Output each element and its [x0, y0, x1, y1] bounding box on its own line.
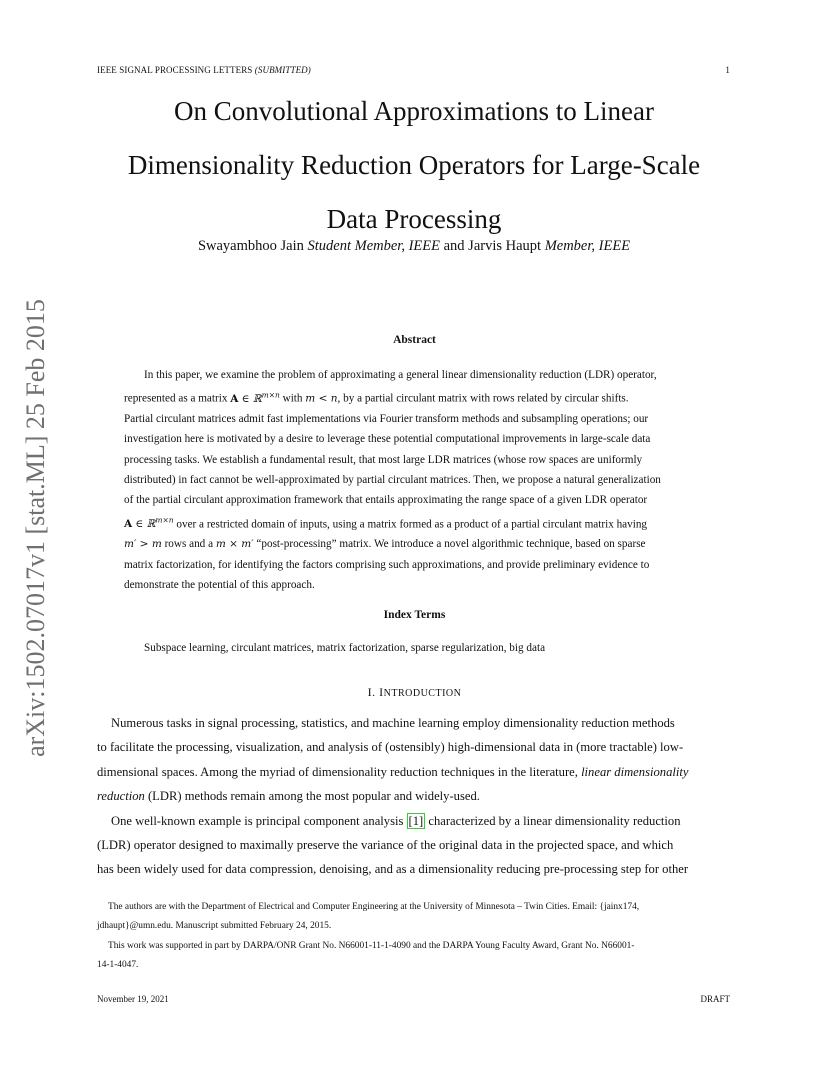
citation-link[interactable]: [1] [408, 813, 424, 828]
body-line: to facilitate the processing, visualization, and analysis of (ostensibly) high-dimensional data in (more tractable) low- [97, 740, 684, 755]
title-line-3: Data Processing [326, 204, 502, 234]
author-2-name: Jarvis Haupt [468, 238, 542, 254]
footnote-line: jdhaupt}@umn.edu. Manuscript submitted February 24, 2015. [97, 921, 332, 932]
submission-status: (SUBMITTED) [254, 65, 311, 75]
body-line: Numerous tasks in signal processing, statistics, and machine learning employ dimensionality reduction methods [111, 716, 675, 730]
footnotes [97, 898, 731, 976]
section-number: I. [367, 685, 376, 699]
math-A-in-R-mxn: A ∈ ℝ$^{m\times n}$ [230, 390, 280, 405]
abstract-body [124, 365, 704, 595]
abstract-line: demonstrate the potential of this approach. [124, 578, 315, 591]
abstract-heading: Abstract [393, 334, 436, 346]
abstract-line: represented as a matrix A ∈ ℝ$^{m\times n}$ with m < n, by a partial circulant matrix with rows related by circular shifts. [124, 390, 629, 405]
abstract-line: m′ > m rows and a m × m′ “post-processing” matrix. We introduce a novel algorithmic technique, based on sparse [124, 538, 646, 551]
math-mprime-gt-m: m′ > m [124, 538, 162, 551]
footer-date: November 19, 2021 [97, 994, 169, 1004]
math-A-in-R-mxn: A ∈ ℝ$^{m\times n}$ [124, 515, 174, 531]
section-title-rest: NTRODUCTION [383, 688, 462, 699]
footnote-line: This work was supported in part by DARPA/ONR Grant No. N66001-11-1-4090 and the DARPA Young Faculty Award, Grant No. N66001- [108, 940, 635, 951]
footer-draft-label: DRAFT [700, 994, 730, 1004]
title-line-2: Dimensionality Reduction Operators for Large-Scale [127, 150, 701, 180]
abstract-line: In this paper, we examine the problem of approximating a general linear dimensionality reduction (LDR) operator, [144, 369, 657, 381]
abstract-line: distributed) in fact cannot be well-approximated by partial circulant matrices. Then, we propose a natural generalization [124, 473, 661, 486]
section-title-initial: I [379, 685, 384, 699]
body-line: One well-known example is principal component analysis [1] characterized by a linear dimensionality reduction [111, 813, 681, 828]
abstract-line: A ∈ ℝ$^{m\times n}$ over a restricted domain of inputs, using a matrix formed as a product of a partial circulant matrix having [124, 515, 648, 531]
body-line: (LDR) operator designed to maximally preserve the variance of the original data in the projected space, and which [97, 838, 674, 853]
abstract-line: investigation here is motivated by a desire to leverage these potential computational improvements in large-scale data [124, 433, 651, 446]
body-line: reduction (LDR) methods remain among the most popular and widely-used. [97, 789, 480, 804]
footnote-line: The authors are with the Department of Electrical and Computer Engineering at the University of Minnesota – Twin Cities. Email: {jainx174, [108, 902, 640, 912]
abstract-line: matrix factorization, for identifying the factors comprising such approximations, and provide preliminary evidence to [124, 558, 650, 571]
index-terms-text: Subspace learning, circulant matrices, matrix factorization, sparse regularization, big data [144, 642, 546, 654]
abstract-line: processing tasks. We establish a fundamental result, that most large LDR matrices (whose row spaces are uniformly [124, 453, 643, 466]
author-list [60, 238, 768, 255]
page-number: 1 [725, 65, 730, 75]
abstract-line: of the partial circulant approximation framework that entails approximating the range space of a given LDR operator [124, 494, 648, 507]
emphasis-text: reduction [97, 789, 145, 804]
abstract-line: Partial circulant matrices admit fast implementations via Fourier transform methods and subsampling operations; our [124, 413, 649, 426]
author-1-role: Student Member, IEEE [307, 238, 440, 254]
running-header [97, 65, 311, 75]
body-line: has been widely used for data compression, denoising, and as a dimensionality reducing pre-processing step for other [97, 862, 689, 877]
math-m-times-mprime: m × m′ [215, 538, 254, 551]
arxiv-stamp [0, 280, 72, 775]
introduction-body [97, 711, 731, 882]
section-heading [97, 685, 732, 700]
title-line-1: On Convolutional Approximations to Linear [174, 96, 654, 126]
author-conjunction: and [443, 238, 465, 254]
author-2-role: Member, IEEE [544, 238, 631, 254]
author-1-name: Swayambhoo Jain [197, 238, 304, 254]
body-line: dimensional spaces. Among the myriad of dimensionality reduction techniques in the literature, linear dimensionality [97, 764, 689, 779]
index-terms-heading: Index Terms [383, 609, 446, 621]
footnote-line: 14-1-4047. [97, 960, 139, 971]
paper-title [60, 84, 768, 246]
math-m-lt-n: m < n [305, 392, 338, 405]
journal-name: IEEE SIGNAL PROCESSING LETTERS [97, 65, 253, 75]
arxiv-stamp-text: arXiv:1502.07017v1 [stat.ML] 25 Feb 2015 [21, 298, 50, 757]
emphasis-text: linear dimensionality [581, 764, 689, 779]
